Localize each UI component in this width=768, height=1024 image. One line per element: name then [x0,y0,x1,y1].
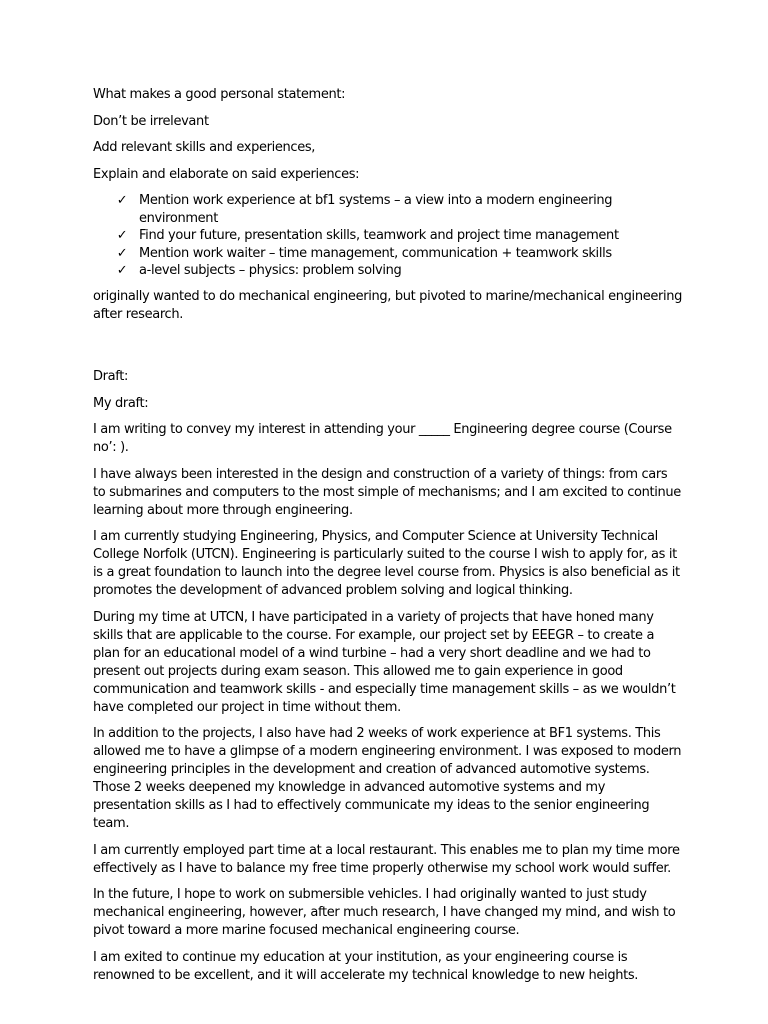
checklist-item-text: a-level subjects – physics: problem solving [139,263,402,279]
draft-paragraph-projects: During my time at UTCN, I have participated in a variety of projects that have honed many skills that are applicable to the course. For example, our project set by EEEGR – to create a plan for an educational model of a wind turbine – had a very short deadline and we had to present out projects during exam season. This allowed me to gain experience in good communication and teamwork skills - and especially time management skills – as we wouldn’t have completed our project in time without them. [93,609,676,715]
section-spacer [93,332,683,368]
pivot-note: originally wanted to do mechanical engineering, but pivoted to marine/mechanical engineering after research. [93,288,683,322]
draft-paragraph-intro: I am writing to convey my interest in attending your _____ Engineering degree course (Course no’: ). [93,422,672,456]
checkmark-icon: ✓ [116,245,128,261]
checkmark-icon: ✓ [116,228,128,244]
checklist [93,192,683,280]
checkmark-icon: ✓ [116,263,128,279]
checkmark-icon: ✓ [116,193,128,208]
checklist-item [93,192,683,227]
draft-paragraph-work-experience: In addition to the projects, I also have had 2 weeks of work experience at BF1 systems. This allowed me to have a glimpse of a modern engineering environment. I was exposed to modern engineering principles in the development and creation of advanced automotive systems. Those 2 weeks deepened my knowledge in advanced automotive systems and my presentation skills as I had to effectively communicate my ideas to the senior engineering team. [93,726,682,832]
notes-heading: What makes a good personal statement: [93,87,346,102]
checklist-item [93,245,683,263]
draft-paragraph-closing: I am exited to continue my education at your institution, as your engineering course is renowned to be excellent, and it will accelerate my technical knowledge to new heights. [93,949,639,983]
checklist-item-text: Mention work experience at bf1 systems – a view into a modern engineering environment [139,193,613,226]
draft-paragraph-employment: I am currently employed part time at a local restaurant. This enables me to plan my time more effectively as I have to balance my free time properly otherwise my school work would suffer. [93,842,680,876]
checklist-item-text: Mention work waiter – time management, communication + teamwork skills [139,245,612,261]
document-page [93,86,683,993]
checklist-item-text: Find your future, presentation skills, teamwork and project time management [139,228,619,244]
draft-paragraph-interest: I have always been interested in the design and construction of a variety of things: from cars to submarines and computers to the most simple of mechanisms; and I am excited to continue learning about more through engineering. [93,466,681,518]
notes-point-skills: Add relevant skills and experiences, [93,140,316,155]
notes-point-elaborate: Explain and elaborate on said experiences: [93,166,360,182]
notes-point-irrelevant: Don’t be irrelevant [93,113,209,129]
draft-label: Draft: [93,369,129,385]
my-draft-label: My draft: [93,395,149,411]
checklist-item [93,227,683,245]
draft-paragraph-future: In the future, I hope to work on submersible vehicles. I had originally wanted to just study mechanical engineering, however, after much research, I have changed my mind, and wish to pivot toward a more marine focused mechanical engineering course. [93,887,676,939]
checklist-item [93,262,683,280]
draft-paragraph-studies: I am currently studying Engineering, Physics, and Computer Science at University Technical College Norfolk (UTCN). Engineering is particularly suited to the course I wish to apply for, as it is a great foundation to launch into the degree level course from. Physics is also beneficial as it promotes the development of advanced problem solving and logical thinking. [93,529,680,599]
